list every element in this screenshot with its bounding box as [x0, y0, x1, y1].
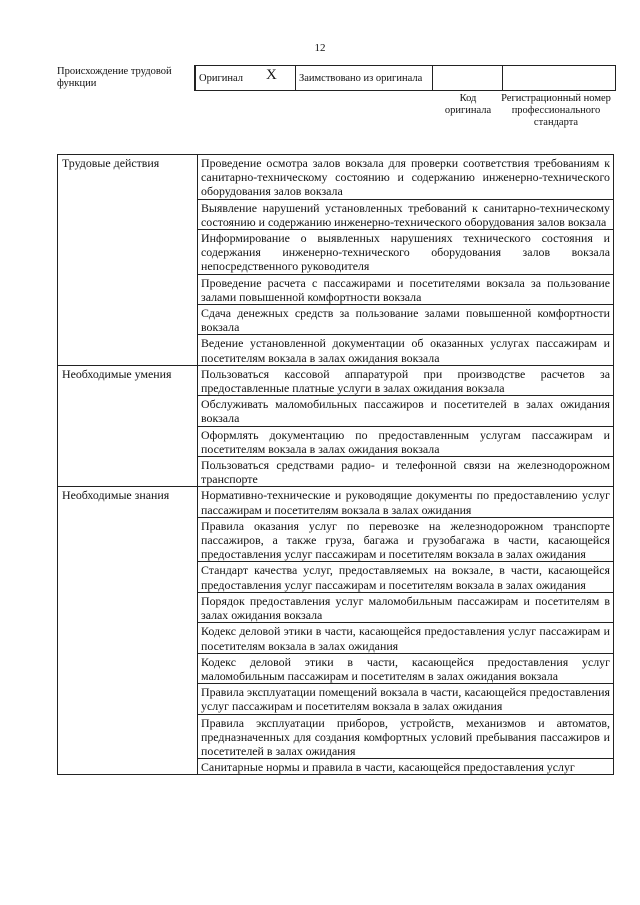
- code-cell: [433, 66, 503, 91]
- original-cell: [195, 66, 296, 91]
- section-item: Кодекс деловой этики в части, касающейся предоставления услуг маломобильным пассажирам и посетителям в залах ожидания вокзала: [198, 653, 614, 683]
- origin-label: Происхождение трудовой функции: [57, 66, 172, 89]
- reg-label: Регистрационный номер профессионального стандарта: [501, 93, 611, 128]
- section-item: Обслуживать маломобильных пассажиров и посетителей в залах ожидания вокзала: [198, 396, 614, 426]
- section-title: Трудовые действия: [58, 155, 198, 366]
- section-item: Порядок предоставления услуг маломобильным пассажирам и посетителям в залах ожидания вокзала: [198, 592, 614, 622]
- table-row: [58, 365, 614, 395]
- section-item: Стандарт качества услуг, предоставляемых на вокзале, в части, касающейся предоставления услуг пассажирам и посетителям вокзала в залах ожидания: [198, 562, 614, 592]
- section-item: Ведение установленной документации об оказанных услугах пассажирам и посетителям вокзала в залах ожидания вокзала: [198, 335, 614, 365]
- code-label: Код оригинала: [444, 93, 492, 116]
- section-item: Информирование о выявленных нарушениях технического состояния и содержания инженерно-технического оборудования залов вокзала непосредственного руководителя: [198, 230, 614, 275]
- section-item: Проведение расчета с пассажирами и посетителями вокзала за пользование залами повышенной комфортности вокзала: [198, 274, 614, 304]
- section-item: Кодекс деловой этики в части, касающейся предоставления услуг пассажирам и посетителям вокзала в залах ожидания: [198, 623, 614, 653]
- original-label: Оригинал: [199, 72, 243, 84]
- section-item: Пользоваться кассовой аппаратурой при производстве расчетов за предоставленные платные услуги в залах ожидания вокзала: [198, 365, 614, 395]
- origin-table: [194, 65, 616, 91]
- section-item: Проведение осмотра залов вокзала для проверки соответствия требованиям к санитарно-техническому состоянию и содержанию инженерно-технического оборудования залов вокзала: [198, 155, 614, 200]
- table-row: [58, 155, 614, 200]
- section-item: Пользоваться средствами радио- и телефонной связи на железнодорожном транспорте: [198, 457, 614, 487]
- section-title: Необходимые знания: [58, 487, 198, 775]
- section-item: Оформлять документацию по предоставленным услугам пассажирам и посетителям вокзала в залах ожидания вокзала: [198, 426, 614, 456]
- section-item: Правила оказания услуг по перевозке на железнодорожном транспорте пассажиров, а также груза, багажа и грузобагажа в части, касающейся предоставления услуг пассажирам и посетителям вокзала в залах ожидания: [198, 517, 614, 562]
- borrowed-label: Заимствовано из оригинала: [296, 66, 433, 91]
- section-item: Сдача денежных средств за пользование залами повышенной комфортности вокзала: [198, 305, 614, 335]
- section-item: Правила эксплуатации приборов, устройств, механизмов и автоматов, предназначенных для создания комфортных условий пребывания пассажиров и посетителей в залах ожидания: [198, 714, 614, 759]
- page-number: 12: [314, 42, 326, 54]
- reg-cell: [503, 66, 616, 91]
- section-title: Необходимые умения: [58, 365, 198, 487]
- table-row: [58, 487, 614, 517]
- section-item: Выявление нарушений установленных требований к санитарно-техническому состоянию и содержанию инженерно-технического оборудования залов вокзала: [198, 199, 614, 229]
- function-table: [57, 154, 614, 775]
- section-item: Правила эксплуатации помещений вокзала в части, касающейся предоставления услуг пассажирам и посетителям вокзала в залах ожидания: [198, 684, 614, 714]
- section-item: Санитарные нормы и правила в части, касающейся предоставления услуг: [198, 759, 614, 775]
- original-mark: X: [266, 67, 277, 83]
- section-item: Нормативно-технические и руководящие документы по предоставлению услуг пассажирам и посетителям вокзала в залах ожидания: [198, 487, 614, 517]
